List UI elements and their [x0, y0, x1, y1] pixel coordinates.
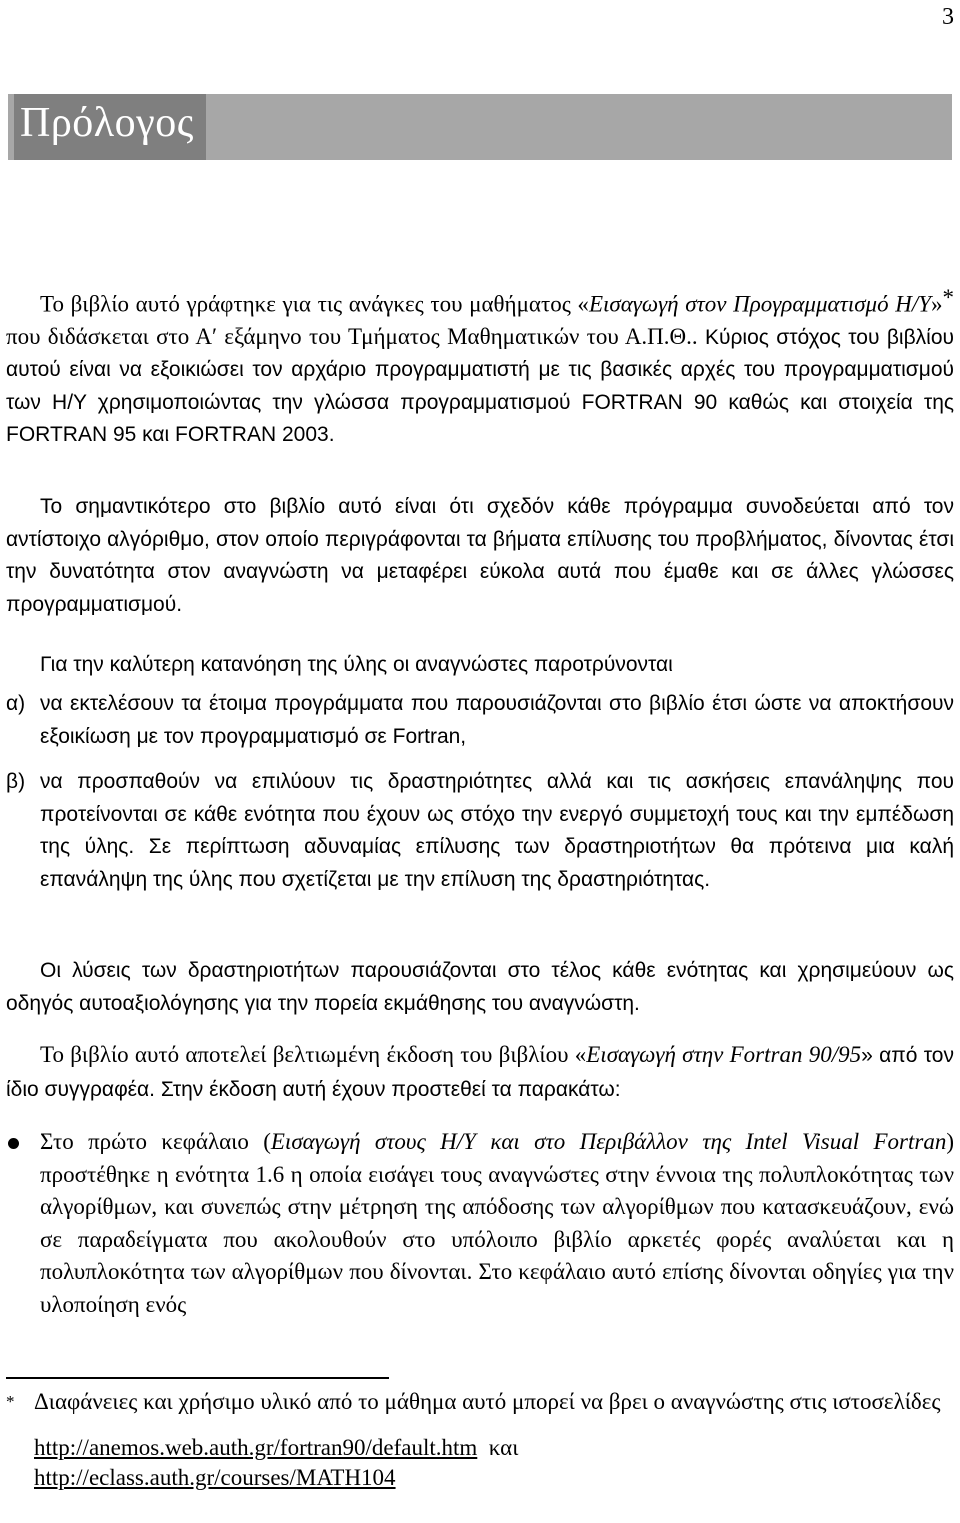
solutions-text: Οι λύσεις των δραστηριοτήτων παρουσιάζονται στο τέλος κάθε ενότητας και χρησιμεύουν ως οδηγός αυτοαξιολόγησης για την πορεία εκμάθησης του αναγνώστη. — [6, 959, 954, 1015]
previous-book-title: Εισαγωγή στην Fortran 90/95 — [586, 1042, 862, 1067]
footnote-text: Διαφάνειες και χρήσιμο υλικό από το μάθημα αυτό μπορεί να βρει ο αναγνώστης στις ιστοσελίδες — [34, 1389, 941, 1414]
chapter-title: Πρόλογος — [20, 100, 194, 146]
list-item-b-text: να προσπαθούν να επιλύουν τις δραστηριότητες αλλά και τις ασκήσεις επανάληψης που προτείνονται σε κάθε ενότητα που έχουν ως στόχο την ενεργό συμμετοχή τους και την εμπέδωση της ύλης. Σε περίπτωση αδυναμίας επίλυσης των δραστηριοτήτων θα πρότεινα μια καλή επανάληψη της ύλης που σχετίζεται με την επίλυση της δραστηριότητας. — [40, 770, 954, 891]
bullet-text-2: ) προστέθηκε η ενότητα 1.6 η οποία εισάγει τους αναγνώστες στην έννοια της πολυπλοκότητας των αλγορίθμων, και συνεπώς στην μέτρηση της απόδοσης των αλγορίθμων που κατασκευάζουν, ενώ σε παραδείγματα που ακολουθούν στο υπόλοιπο βιβλίο αρκετές φορές αναλύεται και η πολυπλοκότητα των αλγορίθμων που δίνονται. Στο κεφάλαιο αυτό επίσης δίνονται οδηγίες για την υλοποίηση ενός — [40, 1129, 954, 1317]
page-number: 3 — [942, 4, 954, 30]
bullet-item-text — [40, 1126, 954, 1321]
edition-text-2: » από τον ίδιο συγγραφέα. Στην έκδοση αυτή έχουν προστεθεί τα παρακάτω: — [6, 1044, 954, 1101]
link-eclass[interactable]: http://eclass.auth.gr/courses/MATH104 — [34, 1464, 396, 1490]
course-name: Εισαγωγή στον Προγραμματισμό Η/Υ — [588, 291, 932, 317]
footnote-conjunction: και — [488, 1434, 519, 1460]
chapter-name: Εισαγωγή στους Η/Υ και στο Περιβάλλον της Intel Visual Fortran — [270, 1129, 947, 1154]
intro-text-2: » — [931, 291, 943, 317]
intro-goal-text: Κύριος στόχος του βιβλίου αυτού είναι να εξοικιώσει τον αρχάριο προγραμματιστή με τις βασικές αρχές του προγραμματισμού των Η/Υ χρησιμοποιώντας την γλώσσα προγραμματισμού FORTRAN 90 καθώς και στοιχεία της FORTRAN 95 και FORTRAN 2003. — [6, 325, 954, 447]
intro-text-3: που διδάσκεται στο Α′ εξάμηνο του Τμήματος Μαθηματικών του Α.Π.Θ.. — [6, 323, 705, 349]
intro-text-1: Το βιβλίο αυτό γράφτηκε για τις ανάγκες του μαθήματος « — [40, 291, 589, 317]
list-marker-b: β) — [6, 770, 26, 793]
link-anemos[interactable]: http://anemos.web.auth.gr/fortran90/default.htm — [34, 1434, 478, 1460]
bullet-item — [6, 1126, 954, 1321]
algorithms-text: Το σημαντικότερο στο βιβλίο αυτό είναι ότι σχεδόν κάθε πρόγραμμα συνοδεύεται από τον αντίστοιχο αλγόριθμο, στον οποίο περιγράφονται τα βήματα επίλυσης του προβλήματος, δίνοντας έτσι την δυνατότητα στον αναγνώστη να μεταφέρει εύκολα αυτά που έμαθε και σε άλλες γλώσσες προγραμματισμού. — [6, 495, 954, 616]
bullet-dot-icon — [8, 1138, 19, 1149]
list-item-a — [6, 688, 954, 753]
list-item-a-text: να εκτελέσουν τα έτοιμα προγράμματα που παρουσιάζονται στο βιβλίο έτσι ώστε να αποκτήσουν εξοικίωση με τον προγραμματισμό σε Fortran, — [40, 692, 954, 748]
edition-text-1: Το βιβλίο αυτό αποτελεί βελτιωμένη έκδοση του βιβλίου « — [40, 1042, 587, 1067]
paragraph-edition — [6, 1039, 954, 1106]
footnote-ref-mark: * — [942, 285, 955, 310]
footnote-mark: * — [6, 1392, 15, 1411]
footnote-rule — [6, 1377, 389, 1379]
list-item-b — [6, 766, 954, 896]
list-marker-a: α) — [6, 692, 26, 715]
paragraph-intro — [6, 282, 954, 452]
paragraph-solutions — [6, 955, 954, 1020]
paragraph-algorithms — [6, 491, 954, 621]
paragraph-readers: Για την καλύτερη κατανόηση της ύλης οι αναγνώστες παροτρύνονται — [40, 653, 673, 676]
footnote-links — [34, 1433, 954, 1493]
bullet-text-1: Στο πρώτο κεφάλαιο ( — [40, 1129, 271, 1154]
footnote — [6, 1386, 954, 1493]
